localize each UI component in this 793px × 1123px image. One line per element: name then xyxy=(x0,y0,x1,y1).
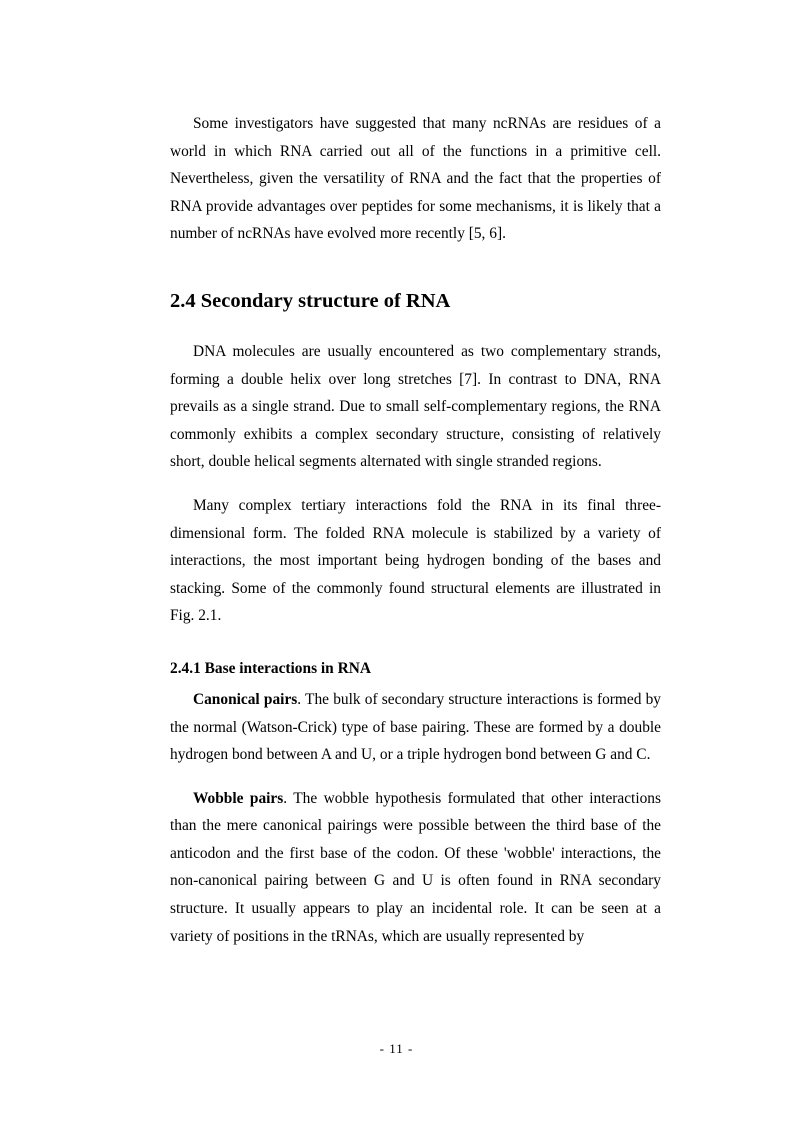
paragraph-tertiary: Many complex tertiary interactions fold the RNA in its final three-dimensional form. The folded RNA molecule is stabilized by a variety of interactions, the most important being hydrogen bonding of the bases and stacking. Some of the commonly found structural elements are illustrated in Fig. 2.1. xyxy=(170,496,661,625)
subsection-heading: 2.4.1 Base interactions in RNA xyxy=(170,659,371,677)
term-canonical-pairs: Canonical pairs xyxy=(193,690,298,708)
paragraph-canonical-pairs xyxy=(170,686,661,769)
canonical-pairs-text: . The bulk of secondary structure interactions is formed by the normal (Watson-Crick) type of base pairing. These are formed by a double hydrogen bond between A and U, or a triple hydrogen bond between G and C. xyxy=(170,690,661,764)
term-wobble-pairs: Wobble pairs xyxy=(193,789,284,807)
page-number: - 11 - xyxy=(379,1041,414,1056)
paragraph-intro: Some investigators have suggested that many ncRNAs are residues of a world in which RNA carried out all of the functions in a primitive cell. Nevertheless, given the versatility of RNA and the fact that the properties of RNA provide advantages over peptides for some mechanisms, it is likely that a number of ncRNAs have evolved more recently [5, 6]. xyxy=(170,115,661,243)
section-heading: 2.4 Secondary structure of RNA xyxy=(170,289,451,312)
wobble-pairs-text: . The wobble hypothesis formulated that other interactions than the mere canonical pairings were possible between the third base of the anticodon and the first base of the codon. Of these 'wobble' interactions, the non-canonical pairing between G and U is often found in RNA secondary structure. It usually appears to play an incidental role. It can be seen at a variety of positions in the tRNAs, which are usually represented by xyxy=(170,789,661,945)
paragraph-wobble-pairs xyxy=(170,785,661,951)
page-body xyxy=(170,110,661,950)
paragraph-dna-vs-rna: DNA molecules are usually encountered as two complementary strands, forming a double helix over long stretches [7]. In contrast to DNA, RNA prevails as a single strand. Due to small self-complementary regions, the RNA commonly exhibits a complex secondary structure, consisting of relatively short, double helical segments alternated with single stranded regions. xyxy=(170,342,661,471)
